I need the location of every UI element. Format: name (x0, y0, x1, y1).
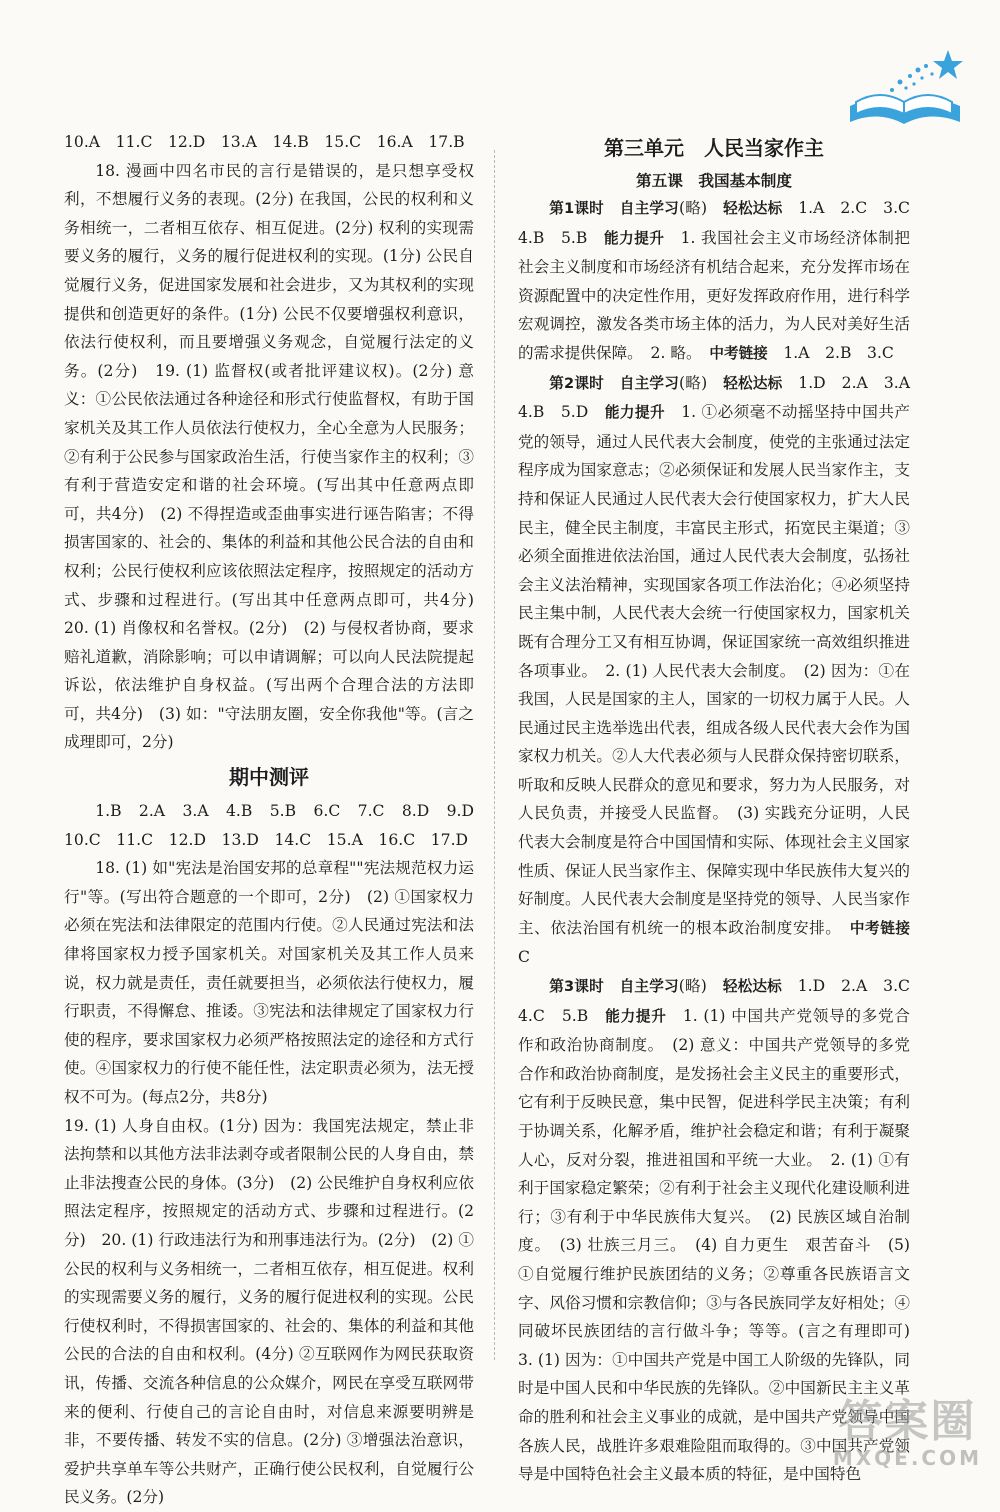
self-study-value: (略) (679, 373, 708, 392)
column-divider (494, 150, 495, 1360)
ability-value: 1. ①必须毫不动摇坚持中国共产党的领导，通过人民代表大会制度，使党的主张通过法定程序成为国家意志；②必须保证和发展人民当家作主，支持和保证人民通过人民代表大会行使国家权力，扩大人民民主，健全民主制度，丰富民主形式，拓宽民主渠道；③必须全面推进依法治国，通过人民代表大会制度，弘扬社会主义法治精神，实现国家各项工作法治化；④必须坚持民主集中制，人民代表大会统一行使国家权力，国家机关既有合理分工又有相互协调，保证国家统一高效组织推进各项事业。 2. (1) 人民代表大会制度。 (2) 因为：①在我国，人民是国家的主人，国家的一切权力属于人民。人民通过民主选举选出代表，组成各级人民代表大会作为国家权力机关。②人大代表必须与人民群众保持密切联系，听取和反映人民群众的意见和要求，努力为人民服务，对人民负责，并接受人民监督。 (3) 实践充分证明，人民代表大会制度是符合中国国情和实际、体现社会主义国家性质、保证人民当家作主、保障实现中华民族伟大复兴的好制度。人民代表大会制度是坚持党的领导、人民当家作主、依法治国有机统一的根本政治制度安排。 (518, 403, 910, 937)
easy-value: 1.A 2.C 3.C 4.B 5.B (518, 199, 926, 247)
self-study-value: (略) (678, 199, 708, 217)
easy-label: 轻松达标 (723, 200, 783, 217)
midterm-choice-answers: 1.B 2.A 3.A 4.B 5.B 6.C 7.C 8.D 9.D 10.C 11.C 12.D 13.D 14.C 15.A 16.C 17.D (64, 802, 490, 849)
ability-label: 能力提升 (605, 1007, 667, 1025)
ability-label: 能力提升 (603, 229, 665, 247)
period-1-answers (518, 194, 926, 369)
ability-value: 1. 我国社会主义市场经济体制把社会主义制度和市场经济有机结合起来，充分发挥市场在资源配置中的决定性作用，更好发挥政府作用，进行科学宏观调控，激发各类市场主体的活力，为人民对美好生活的需求提供保障。 2. 略。 (518, 228, 910, 362)
ability-label: 能力提升 (604, 404, 666, 422)
lesson-title: 第五课 我国基本制度 (636, 171, 792, 190)
period-3-label: 第3课时 (549, 978, 604, 996)
easy-label: 轻松达标 (722, 978, 782, 996)
midterm-answer-18: 18. (1) 如"宪法是治国安邦的总章程""宪法规范权力运行"等。(写出符合题意的一个即可，2分) (2) ①国家权力必须在宪法和法律限定的范围内行使。②人民通过宪法和法律将国家权力授予国家机关。对国家机关及其工作人员来说，权力就是责任，责任就要担当，必须依法行使权力，履行职责，不得懈怠、推诿。③宪法和法律规定了国家权力行使的程序，要求国家权力必须严格按照法定的途径和方式行使。④国家权力的行使不能任性，法定职责必须为，法无授权不可为。(每点2分，共8分) (64, 859, 474, 1106)
unit-title: 第三单元 人民当家作主 (604, 136, 824, 160)
self-study-label: 自主学习 (619, 200, 679, 217)
open-book-star-icon (840, 44, 970, 134)
period-1-label: 第1课时 (549, 200, 604, 217)
easy-value: 1.D 2.A 3.A 4.B 5.D (518, 373, 926, 422)
exam-value: 1.A 2.B 3.C (783, 343, 894, 362)
answers-line-10-17: 10.A 11.C 12.D 13.A 14.B 15.C 16.A 17.B (64, 133, 465, 151)
section-title-midterm: 期中测评 (229, 765, 309, 790)
self-study-value: (略) (678, 977, 707, 996)
left-column (64, 128, 490, 1512)
easy-label: 轻松达标 (723, 374, 783, 392)
watermark (833, 1398, 982, 1470)
easy-value: 1.D 2.A 3.C 4.C 5.B (518, 977, 926, 1025)
period-2-label: 第2课时 (549, 374, 604, 392)
exam-value: C (518, 948, 530, 967)
self-study-label: 自主学习 (619, 374, 680, 392)
exam-label: 中考链接 (709, 344, 768, 362)
answer-paragraph-18-20: 18. 漫画中四名市民的言行是错误的，是只想享受权利，不想履行义务的表现。(2分) 在我国，公民的权利和义务相统一，二者相互依存、相互促进。(2分) 权利的实现需要义务的履行，义务的履行促进权利的实现。(1分) 公民自觉履行义务，促进国家发展和社会进步，又为其权利的实现提供和创造更好的条件。(1分) 公民不仅要增强权利意识，依法行使权利，而且要增强义务观念，自觉履行法定的义务。(2分) 19. (1) 监督权(或者批评建议权)。(2分) 意义：①公民依法通过各种途径和形式行使监督权，有助于国家机关及其工作人员依法行使权力，全心全意为人民服务；②有利于公民参与国家政治生活，行使当家作主的权利；③有利于营造安定和谐的社会环境。(写出其中任意两点即可，共4分) (2) 不得捏造或歪曲事实进行诬告陷害；不得损害国家的、社会的、集体的利益和其他公民合法的自由和权利；公民行使权利应该依照法定程序，按照规定的活动方式、步骤和过程进行。(写出其中任意两点即可，共4分) 20. (1) 肖像权和名誉权。(2分) (2) 与侵权者协商，要求赔礼道歉，消除影响；可以申请调解；可以向人民法院提起诉讼，依法维护自身权益。(写出两个合理合法的方法即可，共4分) (3) 如："守法朋友圈，安全你我他"等。(言之成理即可，2分) (64, 161, 490, 752)
ability-value: 1. (1) 中国共产党领导的多党合作和政治协商制度。 (2) 意义：中国共产党领导的多党合作和政治协商制度，是发扬社会主义民主的重要形式，它有利于反映民意，集中民智，促进科学民主决策；有利于协调关系，化解矛盾，维护社会稳定和谐；有利于凝聚人心，反对分裂，推进祖国和平统一大业。 2. (1) ①有利于国家稳定繁荣；②有利于社会主义现代化建设顺利进行；③有利于中华民族伟大复兴。 (2) 民族区域自治制度。 (3) 壮族三月三。 (4) 自力更生 艰苦奋斗 (5) ①自觉履行维护民族团结的义务；②尊重各民族语言文字、风俗习惯和宗教信仰；③与各民族同学友好相处；④同破坏民族团结的言行做斗争；等等。(言之有理即可) 3. (1) 因为：①中国共产党是中国工人阶级的先锋队，同时是中国人民和中华民族的先锋队。②中国新民主主义革命的胜利和社会主义事业的成就，是中国共产党领导中国各族人民，战胜许多艰难险阻而取得的。③中国共产党领导是中国特色社会主义最本质的特征，是中国特色 (518, 1006, 926, 1484)
period-2-answers (518, 369, 926, 972)
self-study-label: 自主学习 (619, 978, 679, 996)
watermark-sub: MXQE.COM (832, 1446, 982, 1470)
exam-label: 中考链接 (849, 919, 910, 937)
watermark-main: 答案圈 (838, 1396, 977, 1447)
midterm-answer-19-20: 19. (1) 人身自由权。(1分) 因为：我国宪法规定，禁止非法拘禁和以其他方法非法剥夺或者限制公民的人身自由，禁止非法搜查公民的身体。(3分) (2) 公民维护自身权利应依照法定程序，按照规定的活动方式、步骤和过程进行。(2分) 20. (1) 行政违法行为和刑事违法行为。(2分) (2) ①公民的权利与义务相统一，二者相互依存，相互促进。权利的实现需要义务的履行，义务的履行促进权利的实现。公民行使权利时，不得损害国家的、社会的、集体的利益和其他公民的合法的自由和权利。(4分) ②互联网作为网民获取资讯，传播、交流各种信息的公众媒介，网民在享受互联网带来的便利、行使自己的言论自由时，对信息来源要明辨是非，不要传播、转发不实的信息。(2分) ③增强法治意识，爱护共享单车等公共财产，正确行使公民权利，自觉履行公民义务。(2分) (64, 1116, 474, 1507)
right-column (518, 128, 926, 1489)
